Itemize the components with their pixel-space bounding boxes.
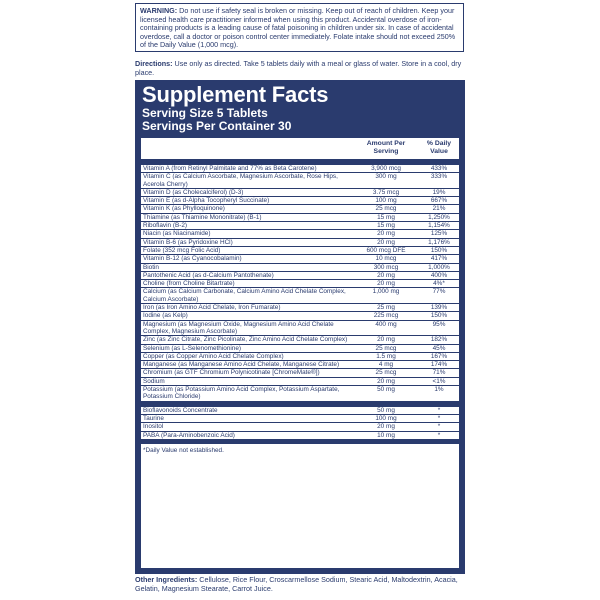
nutrient-dv: 667% xyxy=(419,197,459,205)
col-amount-header: Amount Per Serving xyxy=(366,140,406,155)
col-dv-header: % Daily Value xyxy=(426,140,452,155)
nutrient-row xyxy=(141,312,459,320)
nutrient-name: PABA (Para-Aminobenzoic Acid) xyxy=(141,431,353,439)
nutrient-dv: 1% xyxy=(419,386,459,401)
nutrient-name: Magnesium (as Magnesium Oxide, Magnesium Amino Acid Chelate Complex, Magnesium Ascorbate) xyxy=(141,320,353,336)
nutrient-amount: 10 mg xyxy=(353,431,419,439)
nutrient-name: Pantothenic Acid (as d-Calcium Pantothenate) xyxy=(141,271,353,279)
nutrient-name: Sodium xyxy=(141,377,353,385)
nutrient-dv: 400% xyxy=(419,271,459,279)
nutrient-amount: 20 mg xyxy=(353,238,419,246)
nutrient-amount: 20 mg xyxy=(353,377,419,385)
nutrient-row xyxy=(141,288,459,304)
nutrient-amount: 1,000 mg xyxy=(353,288,419,304)
nutrient-row xyxy=(141,431,459,439)
nutrient-dv: 174% xyxy=(419,361,459,369)
nutrient-row xyxy=(141,352,459,360)
nutrient-name: Riboflavin (B-2) xyxy=(141,222,353,230)
nutrient-amount: 25 mcg xyxy=(353,205,419,213)
nutrient-name: Iron (as Iron Amino Acid Chelate, Iron Fumarate) xyxy=(141,304,353,312)
nutrient-amount: 15 mg xyxy=(353,222,419,230)
facts-header xyxy=(138,83,462,132)
nutrient-amount: 20 mg xyxy=(353,336,419,344)
nutrient-amount: 3,900 mcg xyxy=(353,165,419,173)
warning-box xyxy=(135,3,464,52)
nutrient-row xyxy=(141,205,459,213)
servings-per-container: Servings Per Container 30 xyxy=(142,118,292,133)
nutrient-dv: 417% xyxy=(419,255,459,263)
nutrient-name: Vitamin B-6 (as Pyridoxine HCl) xyxy=(141,238,353,246)
nutrient-amount: 50 mg xyxy=(353,386,419,401)
nutrient-row xyxy=(141,230,459,238)
nutrient-name: Vitamin C (as Calcium Ascorbate, Magnesium Ascorbate, Rose Hips, Acerola Cherry) xyxy=(141,173,353,189)
nutrient-amount: 10 mcg xyxy=(353,255,419,263)
directions-label: Directions: xyxy=(135,59,173,68)
nutrient-amount: 20 mg xyxy=(353,423,419,431)
nutrient-row xyxy=(141,165,459,173)
nutrient-amount: 20 mg xyxy=(353,230,419,238)
footnote-row xyxy=(141,444,459,457)
nutrient-row xyxy=(141,377,459,385)
nutrient-dv: * xyxy=(419,414,459,422)
nutrient-name: Manganese (as Manganese Amino Acid Chelate, Manganese Citrate) xyxy=(141,361,353,369)
nutrient-dv: 1,000% xyxy=(419,263,459,271)
nutrient-dv: 433% xyxy=(419,165,459,173)
nutrient-amount: 3.75 mcg xyxy=(353,188,419,196)
nutrient-name: Iodine (as Kelp) xyxy=(141,312,353,320)
nutrient-name: Calcium (as Calcium Carbonate, Calcium Amino Acid Chelate Complex, Calcium Ascorbate) xyxy=(141,288,353,304)
nutrient-amount: 25 mcg xyxy=(353,369,419,377)
nutrient-amount: 600 mcg DFE xyxy=(353,246,419,254)
nutrient-name: Folate (352 mcg Folic Acid) xyxy=(141,246,353,254)
nutrient-name: Taurine xyxy=(141,414,353,422)
nutrient-row xyxy=(141,369,459,377)
directions-text: Use only as directed. Take 5 tablets daily with a meal or glass of water. Store in a cool, dry place. xyxy=(135,59,462,77)
nutrient-row xyxy=(141,344,459,352)
nutrient-row xyxy=(141,238,459,246)
nutrient-amount: 100 mg xyxy=(353,197,419,205)
nutrient-row xyxy=(141,197,459,205)
nutrient-dv: 139% xyxy=(419,304,459,312)
nutrient-name: Inositol xyxy=(141,423,353,431)
nutrient-amount: 300 mg xyxy=(353,173,419,189)
nutrient-name: Bioflavonoids Concentrate xyxy=(141,406,353,414)
nutrient-row xyxy=(141,361,459,369)
warning-text: Do not use if safety seal is broken or missing. Keep out of reach of children. Keep your licensed health care practitioner informed when using this product. Accidental overdose of iron-containing products is a leading cause of fatal poisoning in children under six. In case of accidental overdose, call a doctor or poison control center immediately. Folate intake should not exceed 250% of the Daily Value (1,000 mcg). xyxy=(140,6,456,50)
other-ingredients-label: Other Ingredients: xyxy=(135,575,198,584)
nutrient-amount: 1.5 mg xyxy=(353,352,419,360)
nutrient-name: Potassium (as Potassium Amino Acid Complex, Potassium Aspartate, Potassium Chloride) xyxy=(141,386,353,401)
nutrient-row xyxy=(141,271,459,279)
warning-label: WARNING: xyxy=(140,6,178,15)
nutrient-dv: 1,154% xyxy=(419,222,459,230)
nutrient-amount: 20 mg xyxy=(353,271,419,279)
nutrient-dv: 1,250% xyxy=(419,213,459,221)
nutrient-amount: 225 mcg xyxy=(353,312,419,320)
nutrient-name: Vitamin E (as d-Alpha Tocopheryl Succinate) xyxy=(141,197,353,205)
nutrient-amount: 50 mg xyxy=(353,406,419,414)
serving-size: Serving Size 5 Tablets xyxy=(142,106,268,120)
nutrient-row xyxy=(141,406,459,414)
nutrient-row xyxy=(141,188,459,196)
nutrient-name: Selenium (as L-Selenomethionine) xyxy=(141,344,353,352)
nutrient-name: Vitamin B-12 (as Cyanocobalamin) xyxy=(141,255,353,263)
nutrient-dv: 150% xyxy=(419,246,459,254)
nutrient-name: Chromium (as GTF Chromium Polynicotinate [ChromeMate®]) xyxy=(141,369,353,377)
nutrient-amount: 25 mg xyxy=(353,304,419,312)
facts-table-area xyxy=(141,138,459,568)
nutrient-amount: 25 mcg xyxy=(353,344,419,352)
nutrient-row xyxy=(141,304,459,312)
nutrient-name: Biotin xyxy=(141,263,353,271)
nutrient-row xyxy=(141,246,459,254)
nutrient-row xyxy=(141,414,459,422)
nutrient-dv: 182% xyxy=(419,336,459,344)
nutrient-row xyxy=(141,173,459,189)
nutrient-dv: 125% xyxy=(419,230,459,238)
nutrient-dv: 150% xyxy=(419,312,459,320)
nutrient-row xyxy=(141,255,459,263)
nutrient-row xyxy=(141,336,459,344)
nutrient-name: Choline (from Choline Bitartrate) xyxy=(141,280,353,288)
nutrient-dv: 4%* xyxy=(419,280,459,288)
nutrient-amount: 4 mg xyxy=(353,361,419,369)
nutrient-dv: 167% xyxy=(419,352,459,360)
nutrient-name: Vitamin K (as Phylloquinone) xyxy=(141,205,353,213)
nutrient-row xyxy=(141,386,459,401)
nutrient-dv: 333% xyxy=(419,173,459,189)
nutrient-row xyxy=(141,213,459,221)
nutrient-name: Thiamine (as Thiamine Mononitrate) (B-1) xyxy=(141,213,353,221)
nutrient-name: Vitamin A (from Retinyl Palmitate and 77% as Beta Carotene) xyxy=(141,165,353,173)
nutrient-dv: * xyxy=(419,423,459,431)
nutrient-dv: 21% xyxy=(419,205,459,213)
directions xyxy=(135,60,465,77)
facts-title: Supplement Facts xyxy=(142,82,329,107)
nutrient-row xyxy=(141,263,459,271)
nutrient-row xyxy=(141,280,459,288)
nutrient-amount: 100 mg xyxy=(353,414,419,422)
nutrient-dv: 77% xyxy=(419,288,459,304)
nutrient-dv: * xyxy=(419,406,459,414)
nutrient-row xyxy=(141,320,459,336)
nutrient-name: Niacin (as Niacinamide) xyxy=(141,230,353,238)
nutrient-dv: 1,176% xyxy=(419,238,459,246)
other-ingredients xyxy=(135,576,465,593)
column-header-row xyxy=(141,138,459,159)
other-ingredients-text: Cellulose, Rice Flour, Croscarmellose Sodium, Stearic Acid, Maltodextrin, Acacia, Gelatin, Magnesium Stearate, Carrot Juice. xyxy=(135,575,458,593)
nutrient-dv: 19% xyxy=(419,188,459,196)
nutrient-row xyxy=(141,423,459,431)
nutrient-amount: 15 mg xyxy=(353,213,419,221)
nutrient-dv: <1% xyxy=(419,377,459,385)
nutrient-name: Zinc (as Zinc Citrate, Zinc Picolinate, Zinc Amino Acid Chelate Complex) xyxy=(141,336,353,344)
nutrient-name: Copper (as Copper Amino Acid Chelate Complex) xyxy=(141,352,353,360)
nutrient-dv: 95% xyxy=(419,320,459,336)
nutrient-row xyxy=(141,222,459,230)
nutrient-dv: 71% xyxy=(419,369,459,377)
footnote: *Daily Value not established. xyxy=(143,446,224,454)
nutrient-name: Vitamin D (as Cholecalciferol) (D-3) xyxy=(141,188,353,196)
nutrient-amount: 400 mg xyxy=(353,320,419,336)
nutrient-amount: 300 mcg xyxy=(353,263,419,271)
nutrient-dv: * xyxy=(419,431,459,439)
nutrient-amount: 20 mg xyxy=(353,280,419,288)
nutrient-dv: 45% xyxy=(419,344,459,352)
facts-table xyxy=(141,138,459,457)
